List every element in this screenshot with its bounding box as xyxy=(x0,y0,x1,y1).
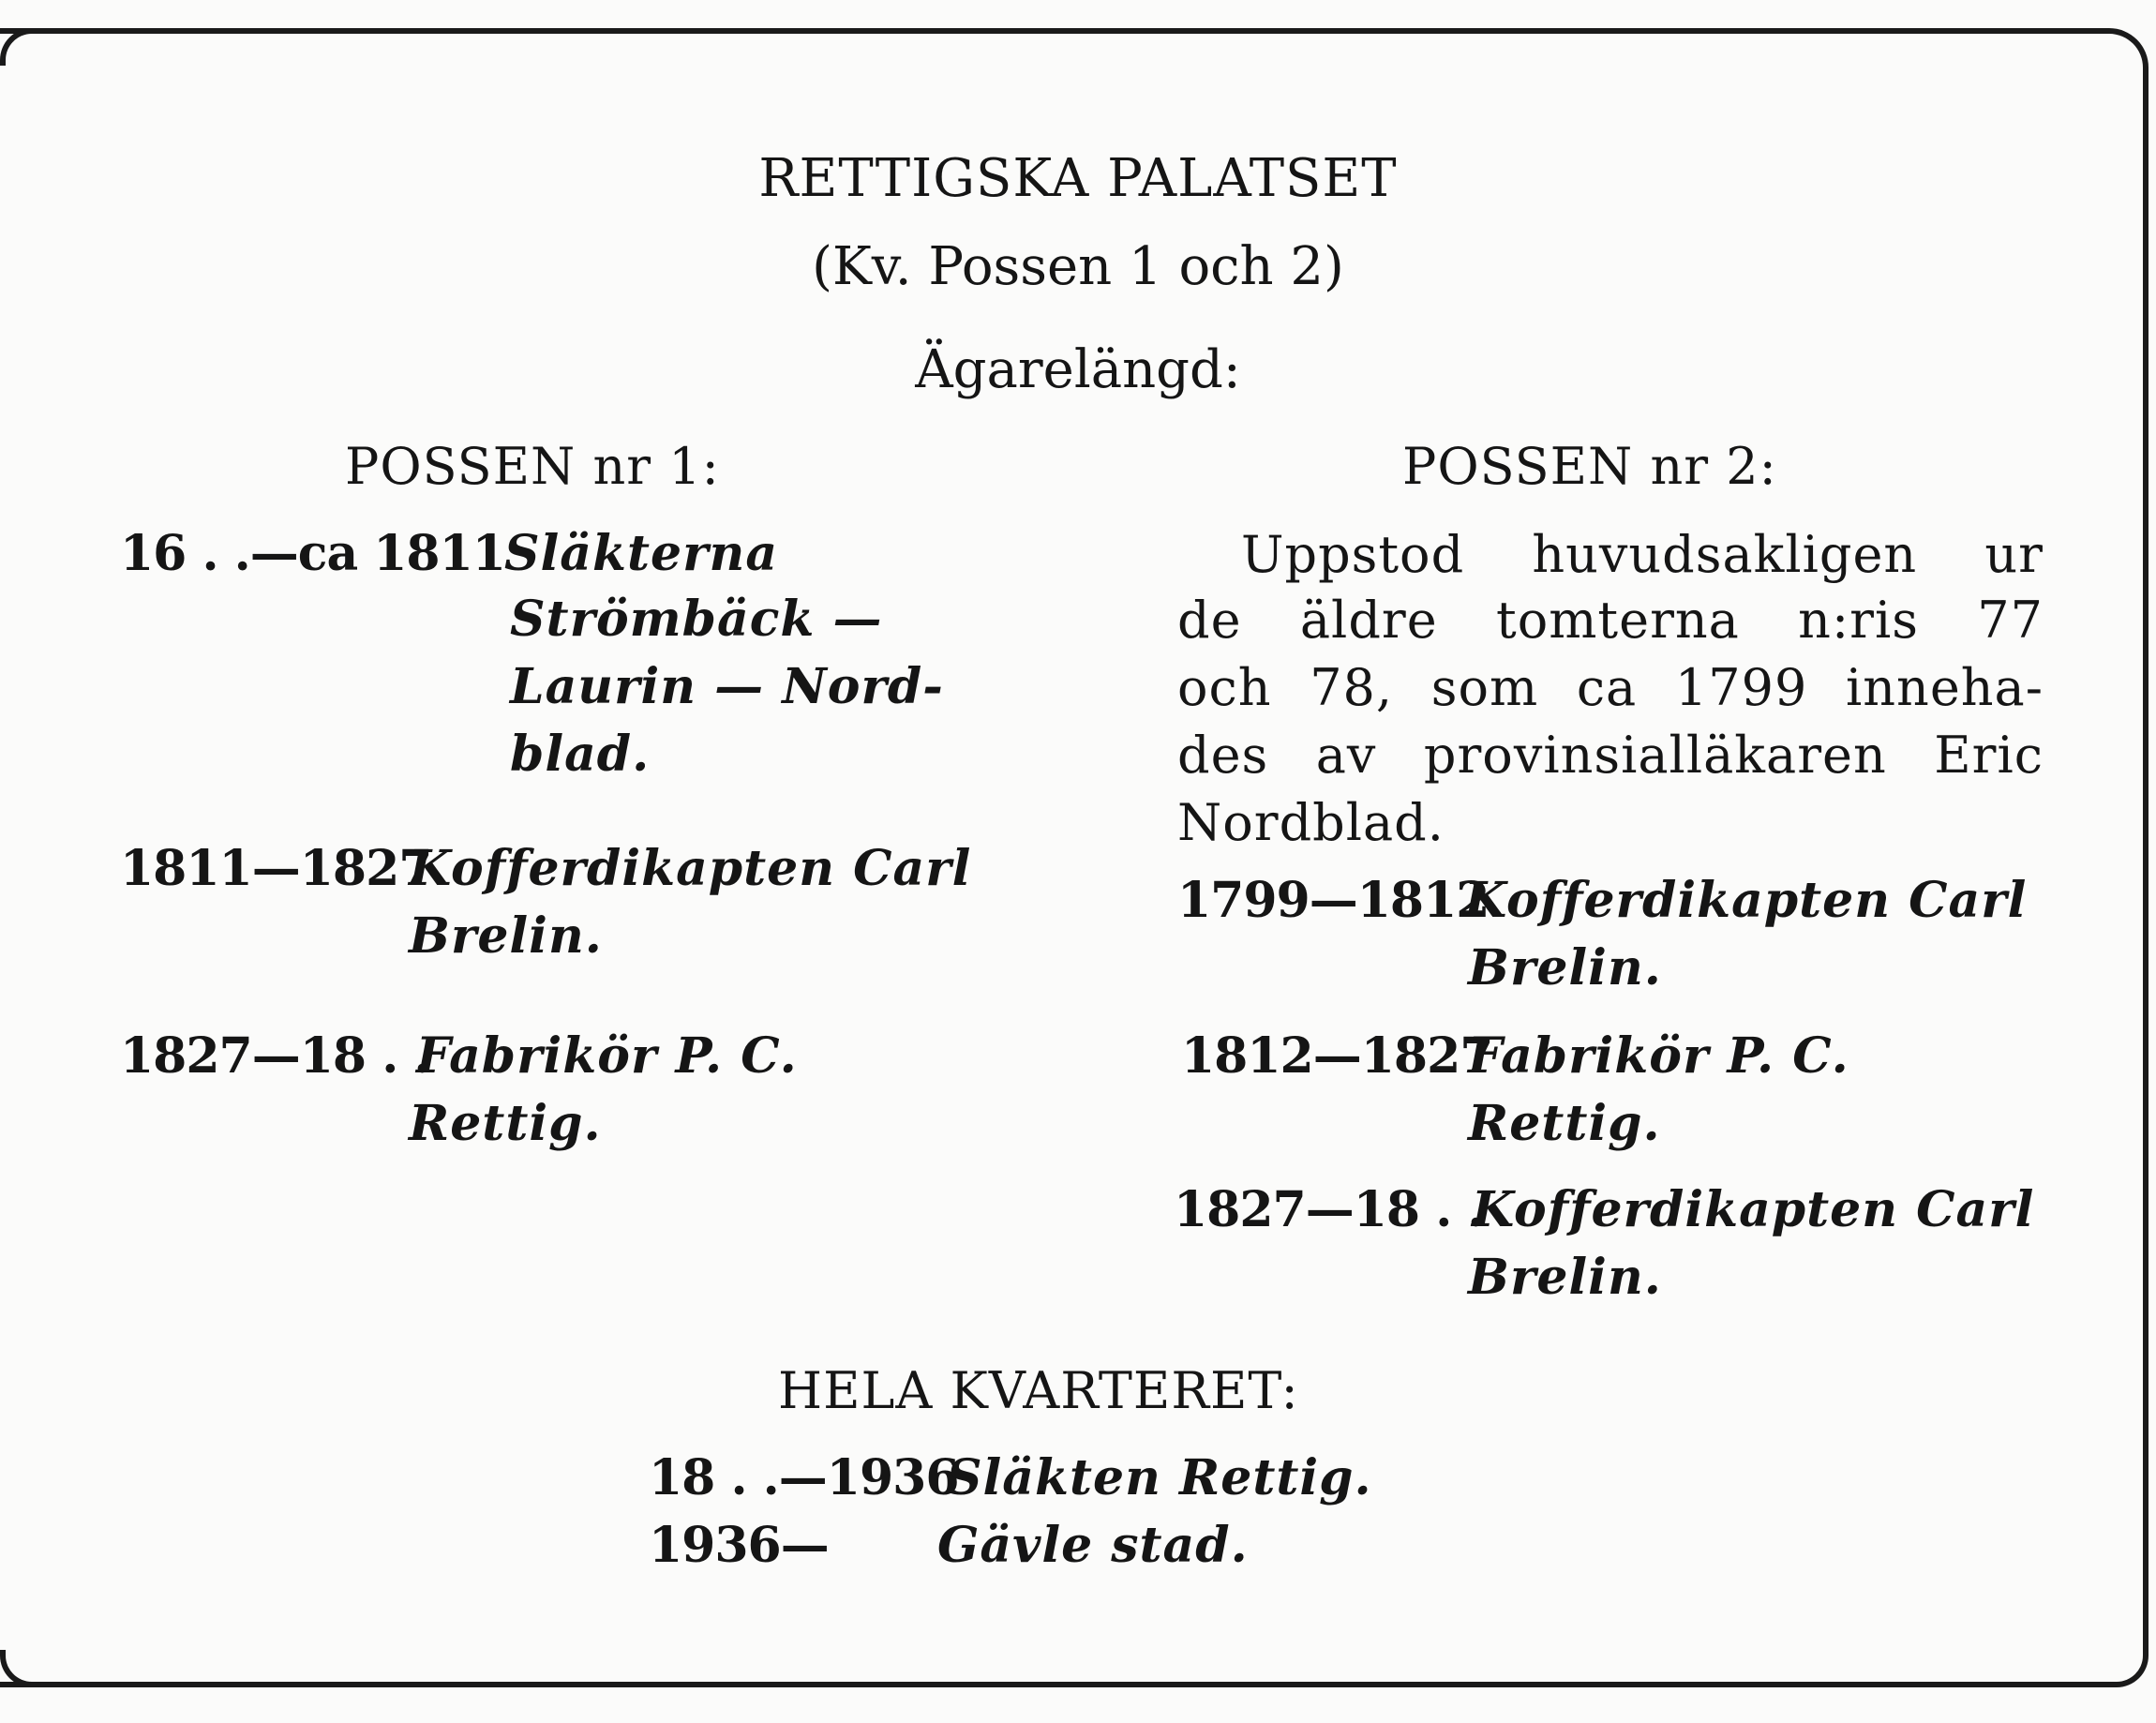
possen1-entry-1-line-2: Strömbäck — xyxy=(510,591,883,648)
possen2-entry-2-years: 1812—1827 xyxy=(1181,1027,1493,1085)
possen2-intro-line-4: des av provinsialläkaren Eric xyxy=(1177,726,2044,785)
whole-block-entry-1-owner: Släkten Rettig. xyxy=(947,1449,1372,1506)
possen1-entry-1-years: 16 . .—ca 1811 xyxy=(120,525,505,582)
possen2-intro-line-5: Nordblad. xyxy=(1177,793,1445,852)
possen2-entry-3-years: 1827—18 . . xyxy=(1174,1181,1484,1238)
possen2-entry-2-line-1: Fabrikör P. C. xyxy=(1468,1027,1849,1085)
whole-block-entry-2-years: 1936— xyxy=(649,1517,829,1574)
possen2-intro-line-3: och 78, som ca 1799 inneha- xyxy=(1177,658,2044,717)
owners-heading: Ägarelängd: xyxy=(915,339,1241,400)
possen1-entry-3-line-2: Rettig. xyxy=(409,1095,602,1152)
possen1-entry-2-years: 1811—1827 xyxy=(120,840,432,897)
page-title: RETTIGSKA PALATSET xyxy=(758,148,1398,209)
possen2-entry-1-line-1: Kofferdikapten Carl xyxy=(1464,872,2028,929)
possen2-entry-3-line-1: Kofferdikapten Carl xyxy=(1472,1181,2035,1238)
possen2-entry-2-line-2: Rettig. xyxy=(1468,1095,1661,1152)
whole-block-entry-1-years: 18 . .—1936 xyxy=(649,1449,959,1506)
possen2-heading: POSSEN nr 2: xyxy=(1402,437,1777,496)
whole-block-entry-2-owner: Gävle stad. xyxy=(937,1517,1249,1574)
possen2-intro-line-1: Uppstod huvudsakligen ur xyxy=(1241,525,2044,584)
possen1-entry-3-years: 1827—18 . . xyxy=(120,1027,430,1085)
whole-block-heading: HELA KVARTERET: xyxy=(778,1361,1299,1420)
page-subtitle: (Kv. Possen 1 och 2) xyxy=(812,236,1344,297)
possen1-heading: POSSEN nr 1: xyxy=(345,437,720,496)
possen1-entry-2-line-2: Brelin. xyxy=(409,907,603,965)
possen2-intro-line-2: de äldre tomterna n:ris 77 xyxy=(1177,591,2044,650)
possen1-entry-1-line-4: blad. xyxy=(510,726,651,783)
possen1-entry-1-line-1: Släkterna xyxy=(504,525,779,582)
possen1-entry-2-line-1: Kofferdikapten Carl xyxy=(409,840,972,897)
possen1-entry-1-line-3: Laurin — Nord- xyxy=(510,658,944,715)
possen2-entry-3-line-2: Brelin. xyxy=(1468,1249,1662,1306)
possen1-entry-3-line-1: Fabrikör P. C. xyxy=(416,1027,798,1085)
possen2-entry-1-line-2: Brelin. xyxy=(1468,939,1662,996)
possen2-entry-1-years: 1799—1812 xyxy=(1177,872,1490,929)
